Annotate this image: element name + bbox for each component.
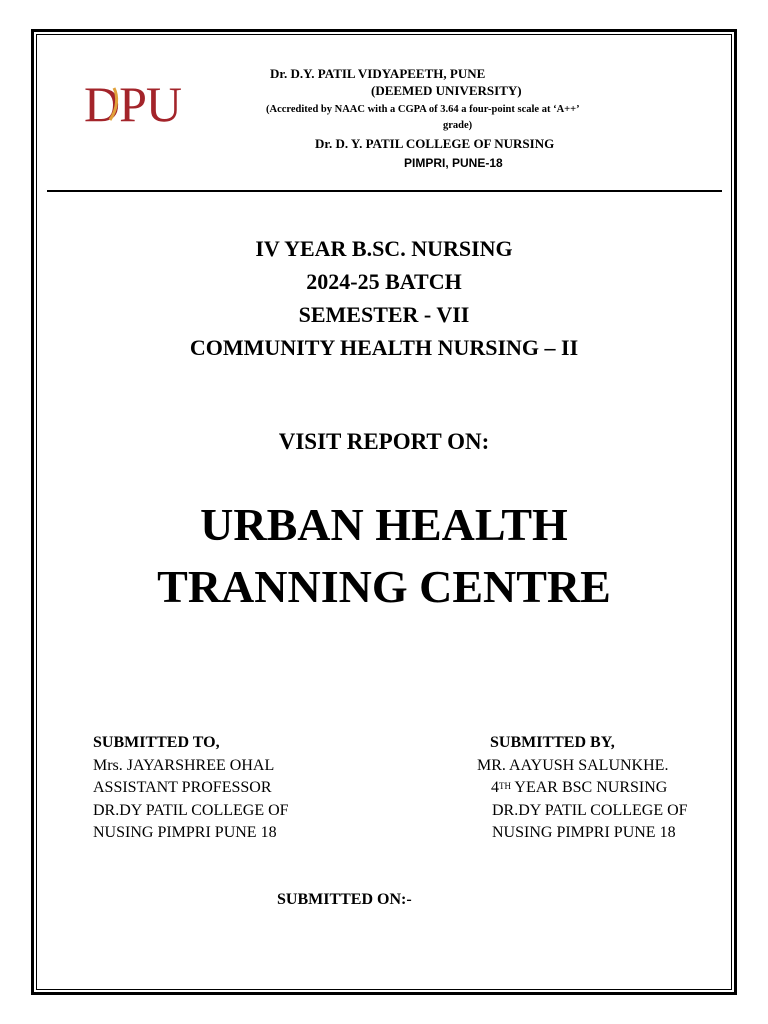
college-name: Dr. D. Y. PATIL COLLEGE OF NURSING bbox=[315, 136, 555, 151]
deemed-university: (DEEMED UNIVERSITY) bbox=[371, 83, 522, 98]
report-title-line-1: URBAN HEALTH bbox=[200, 499, 568, 550]
submitted-by-year-number: 4 bbox=[491, 779, 499, 796]
submitted-by-institution-1: DR.DY PATIL COLLEGE OF bbox=[492, 801, 688, 819]
submitted-by-block bbox=[477, 732, 688, 845]
submitted-by-name: MR. AAYUSH SALUNKHE. bbox=[477, 756, 669, 774]
submitted-by-institution-2: NUSING PIMPRI PUNE 18 bbox=[492, 824, 676, 841]
submitted-to-designation: ASSISTANT PROFESSOR bbox=[93, 779, 272, 796]
submitted-to-institution-1: DR.DY PATIL COLLEGE OF bbox=[93, 801, 289, 819]
submitted-by-year bbox=[491, 777, 688, 800]
dpu-logo bbox=[84, 78, 200, 128]
submitted-by-heading: SUBMITTED BY, bbox=[490, 734, 615, 751]
accreditation-line-1: (Accredited by NAAC with a CGPA of 3.64 a four-point scale at ‘A++’ bbox=[266, 104, 580, 115]
header-divider bbox=[47, 190, 722, 192]
course-subject: COMMUNITY HEALTH NURSING – II bbox=[189, 335, 579, 360]
course-year: IV YEAR B.SC. NURSING bbox=[255, 236, 513, 261]
submitted-to-name: Mrs. JAYARSHREE OHAL bbox=[93, 756, 275, 774]
submitted-on-label: SUBMITTED ON:- bbox=[277, 891, 412, 908]
submitted-to-heading: SUBMITTED TO, bbox=[93, 734, 220, 751]
university-name: Dr. D.Y. PATIL VIDYAPEETH, PUNE bbox=[270, 66, 486, 81]
submitted-by-year-text: YEAR BSC NURSING bbox=[511, 779, 668, 796]
submitted-to-block bbox=[93, 732, 289, 845]
accreditation-line-2: grade) bbox=[443, 120, 473, 131]
course-semester: SEMESTER - VII bbox=[298, 302, 470, 327]
submitted-by-year-suffix: TH bbox=[499, 781, 511, 791]
logo-text: DPU bbox=[84, 78, 182, 128]
visit-report-label: VISIT REPORT ON: bbox=[278, 429, 490, 454]
college-location: PIMPRI, PUNE-18 bbox=[404, 156, 503, 170]
submitted-to-institution-2: NUSING PIMPRI PUNE 18 bbox=[93, 824, 277, 841]
report-title-line-2: TRANNING CENTRE bbox=[157, 561, 611, 612]
course-batch: 2024-25 BATCH bbox=[306, 269, 462, 294]
